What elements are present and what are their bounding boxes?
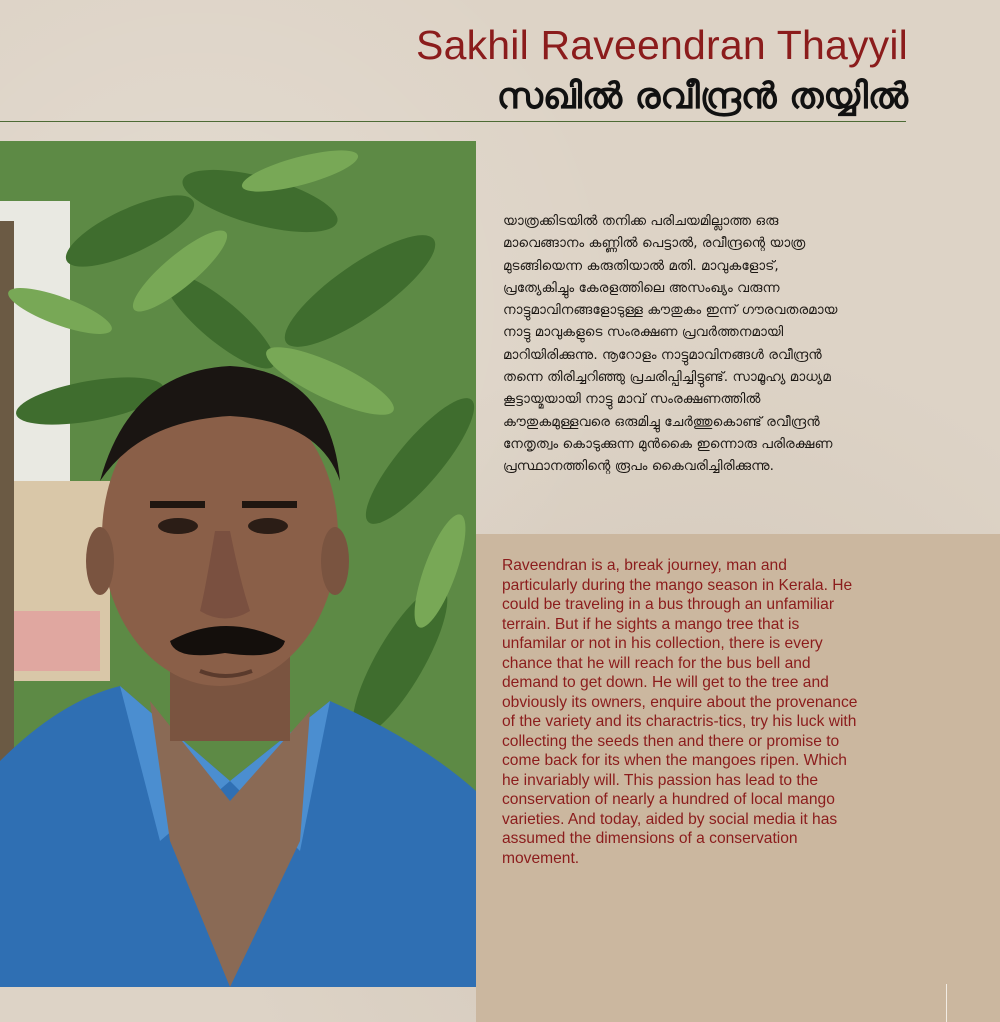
english-paragraph: Raveendran is a, break journey, man and particularly during the mango season in Kerala. He could be traveling in a bus through an unfamiliar terrain. But if he sights a mango tree that is unfamilar or not in his collection, there is every chance that he will reach for the bus bell and demand to get down. He will get to the tree and obviously its owners, enquire about the provenance of the variety and its charactris-tics, try his luck with collecting the seeds then and there or promise to come back for its when the mangoes ripen. Which he invariably will. This passion has lead to the conservation of nearly a hundred of local mango varieties. And today, aided by social media it has assumed the dimensions of a conservation movement. (502, 557, 858, 867)
page-title-malayalam: സഖിൽ രവീന്ദ്രൻ തയ്യിൽ (496, 76, 908, 117)
page-title-english: Sakhil Raveendran Thayyil (416, 22, 908, 68)
malayalam-paragraph: യാത്രക്കിടയിൽ തനിക്ക പരിചയമില്ലാത്ത ഒരു മാവെങ്ങാനം കണ്ണിൽ പെട്ടാൽ, രവീന്ദ്രന്റെ യാത്ര മുടങ്ങിയെന്ന കരുതിയാൽ മതി. മാവുകളോട്, പ്രത്യേകിച്ചും കേരളത്തിലെ അസംഖ്യം വരുന്ന നാട്ടുമാവിനങ്ങളോടുള്ള കൗതുകം ഇന്ന് ഗൗരവതരമായ നാട്ടു മാവുകളുടെ സംരക്ഷണ പ്രവർത്തനമായി മാറിയിരിക്കുന്നു. നൂറോളം നാട്ടുമാവിനങ്ങൾ രവീന്ദ്രൻ തന്നെ തിരിച്ചറിഞ്ഞു പ്രചരിപ്പിച്ചിട്ടുണ്ട്. സാമൂഹ്യ മാധ്യമ കൂട്ടായ്മയായി നാട്ടു മാവ് സംരക്ഷണത്തിൽ കൗതുകമുള്ളവരെ ഒരുമിച്ചു ചേർത്തുകൊണ്ട് രവീന്ദ്രൻ നേതൃത്വം കൊടുക്കുന്ന മുൻകൈ ഇന്നൊരു പരിരക്ഷണ പ്രസ്ഥാനത്തിന്റെ രൂപം കൈവരിച്ചിരിക്കുന്നു. (503, 213, 838, 475)
portrait-photo-illustration (0, 141, 476, 987)
header-divider (0, 121, 906, 122)
page-edge-mark (946, 984, 947, 1022)
portrait-photo (0, 141, 476, 987)
